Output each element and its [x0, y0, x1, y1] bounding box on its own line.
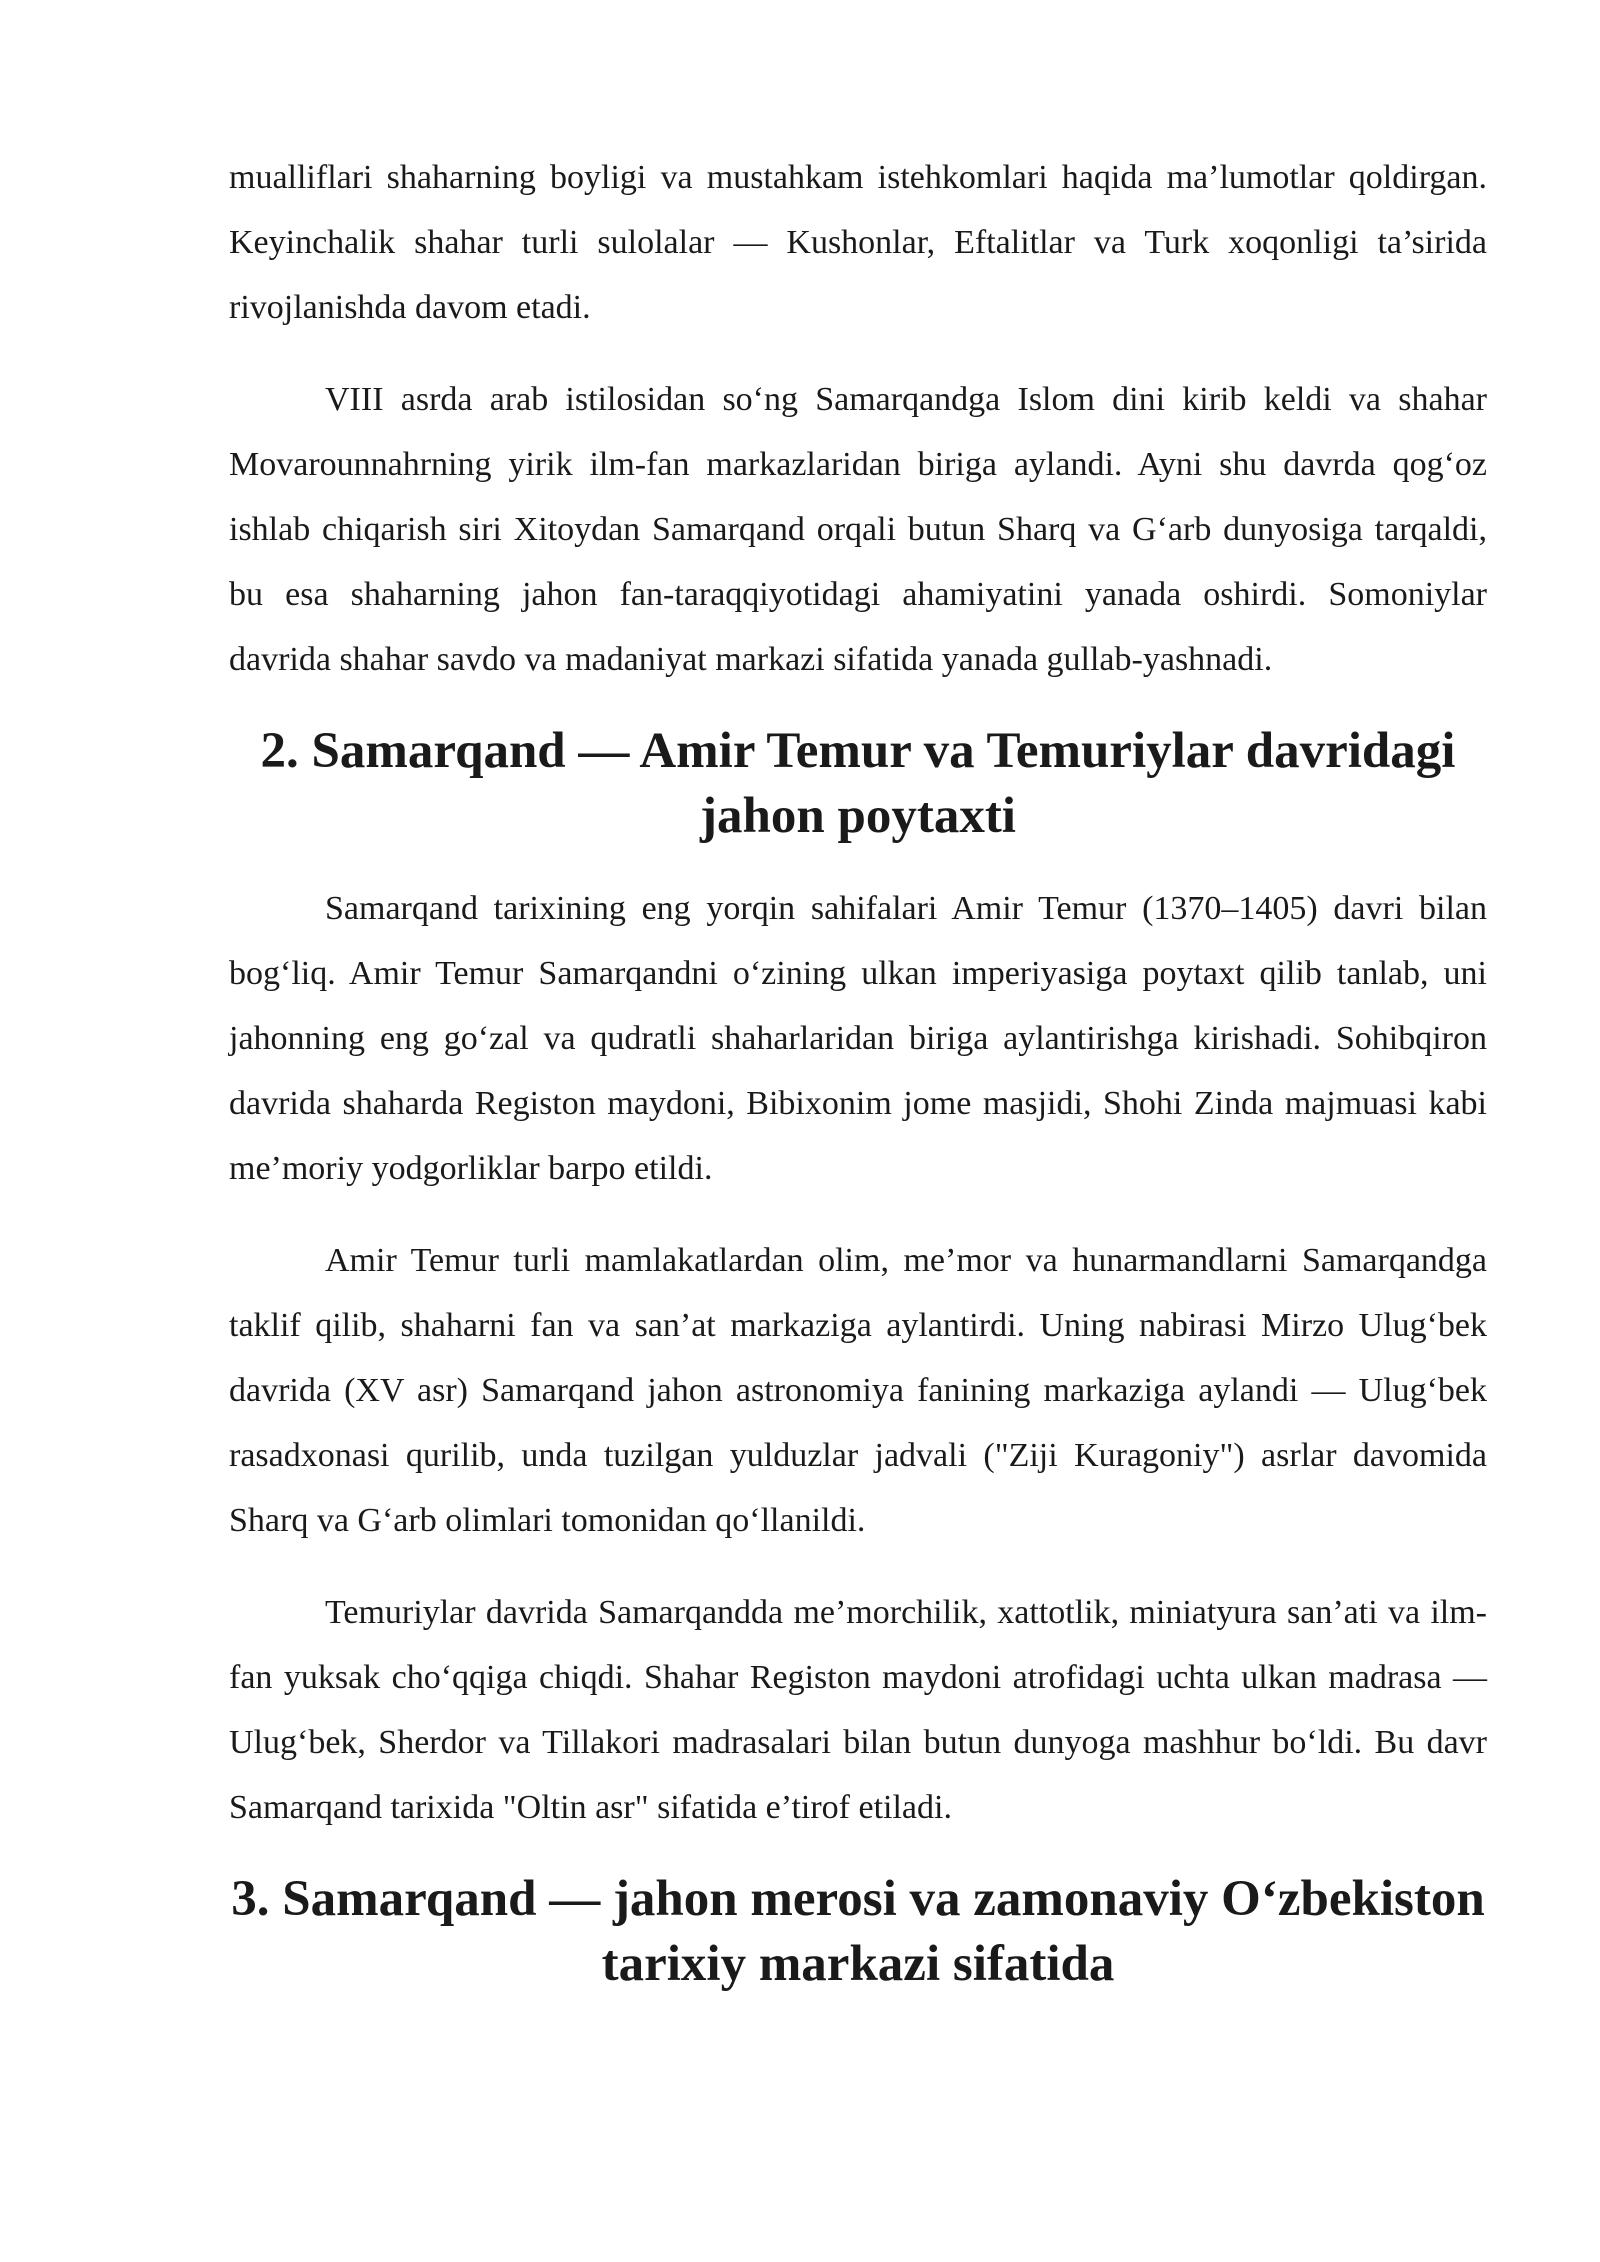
paragraph-continuation: mualliflari shaharning boyligi va mustahkam istehkomlari haqida ma’lumotlar qoldirgan. Keyinchalik shahar turli sulolalar — Kushonlar, Eftalitlar va Turk xoqonligi ta’sirida rivojlanishda davom etadi. [229, 159, 1487, 326]
paragraph-islam-period: VIII asrda arab istilosidan so‘ng Samarqandga Islom dini kirib keldi va shahar Movarounnahrning yirik ilm-fan markazlaridan biriga aylandi. Ayni shu davrda qog‘oz ishlab chiqarish siri Xitoydan Samarqand orqali butun Sharq va G‘arb dunyosiga tarqaldi, bu esa shaharning jahon fan-taraqqiyotidagi ahamiyatini yanada oshirdi. Somoniylar davrida shahar savdo va madaniyat markazi sifatida yanada gullab-yashnadi. [229, 381, 1487, 678]
paragraph-ulugbek: Amir Temur turli mamlakatlardan olim, me’mor va hunarmandlarni Samarqandga taklif qilib, shaharni fan va san’at markaziga aylantirdi. Uning nabirasi Mirzo Ulug‘bek davrida (XV asr) Samarqand jahon astronomiya fanining markaziga aylandi — Ulug‘bek rasadxonasi qurilib, unda tuzilgan yulduzlar jadvali ("Ziji Kuragoniy") asrlar davomida Sharq va G‘arb olimlari tomonidan qo‘llanildi. [229, 1242, 1487, 1539]
section-heading-3: 3. Samarqand — jahon merosi va zamonaviy O‘zbekiston tarixiy markazi sifatida [231, 1871, 1485, 1992]
paragraph-timurid-era: Temuriylar davrida Samarqandda me’morchilik, xattotlik, miniatyura san’ati va ilm-fan yuksak cho‘qqiga chiqdi. Shahar Registon maydoni atrofidagi uchta ulkan madrasa — Ulug‘bek, Sherdor va Tillakori madrasalari bilan butun dunyoga mashhur bo‘ldi. Bu davr Samarqand tarixida "Oltin asr" sifatida e’tirof etiladi. [229, 1594, 1487, 1826]
section-heading-2: 2. Samarqand — Amir Temur va Temuriylar davridagi jahon poytaxti [260, 723, 1456, 844]
document-body [229, 145, 1487, 2024]
paragraph-amir-temur: Samarqand tarixining eng yorqin sahifalari Amir Temur (1370–1405) davri bilan bog‘liq. Amir Temur Samarqandni o‘zining ulkan imperiyasiga poytaxt qilib tanlab, uni jahonning eng go‘zal va qudratli shaharlaridan biriga aylantirishga kirishadi. Sohibqiron davrida shaharda Registon maydoni, Bibixonim jome masjidi, Shohi Zinda majmuasi kabi me’moriy yodgorliklar barpo etildi. [229, 890, 1487, 1187]
